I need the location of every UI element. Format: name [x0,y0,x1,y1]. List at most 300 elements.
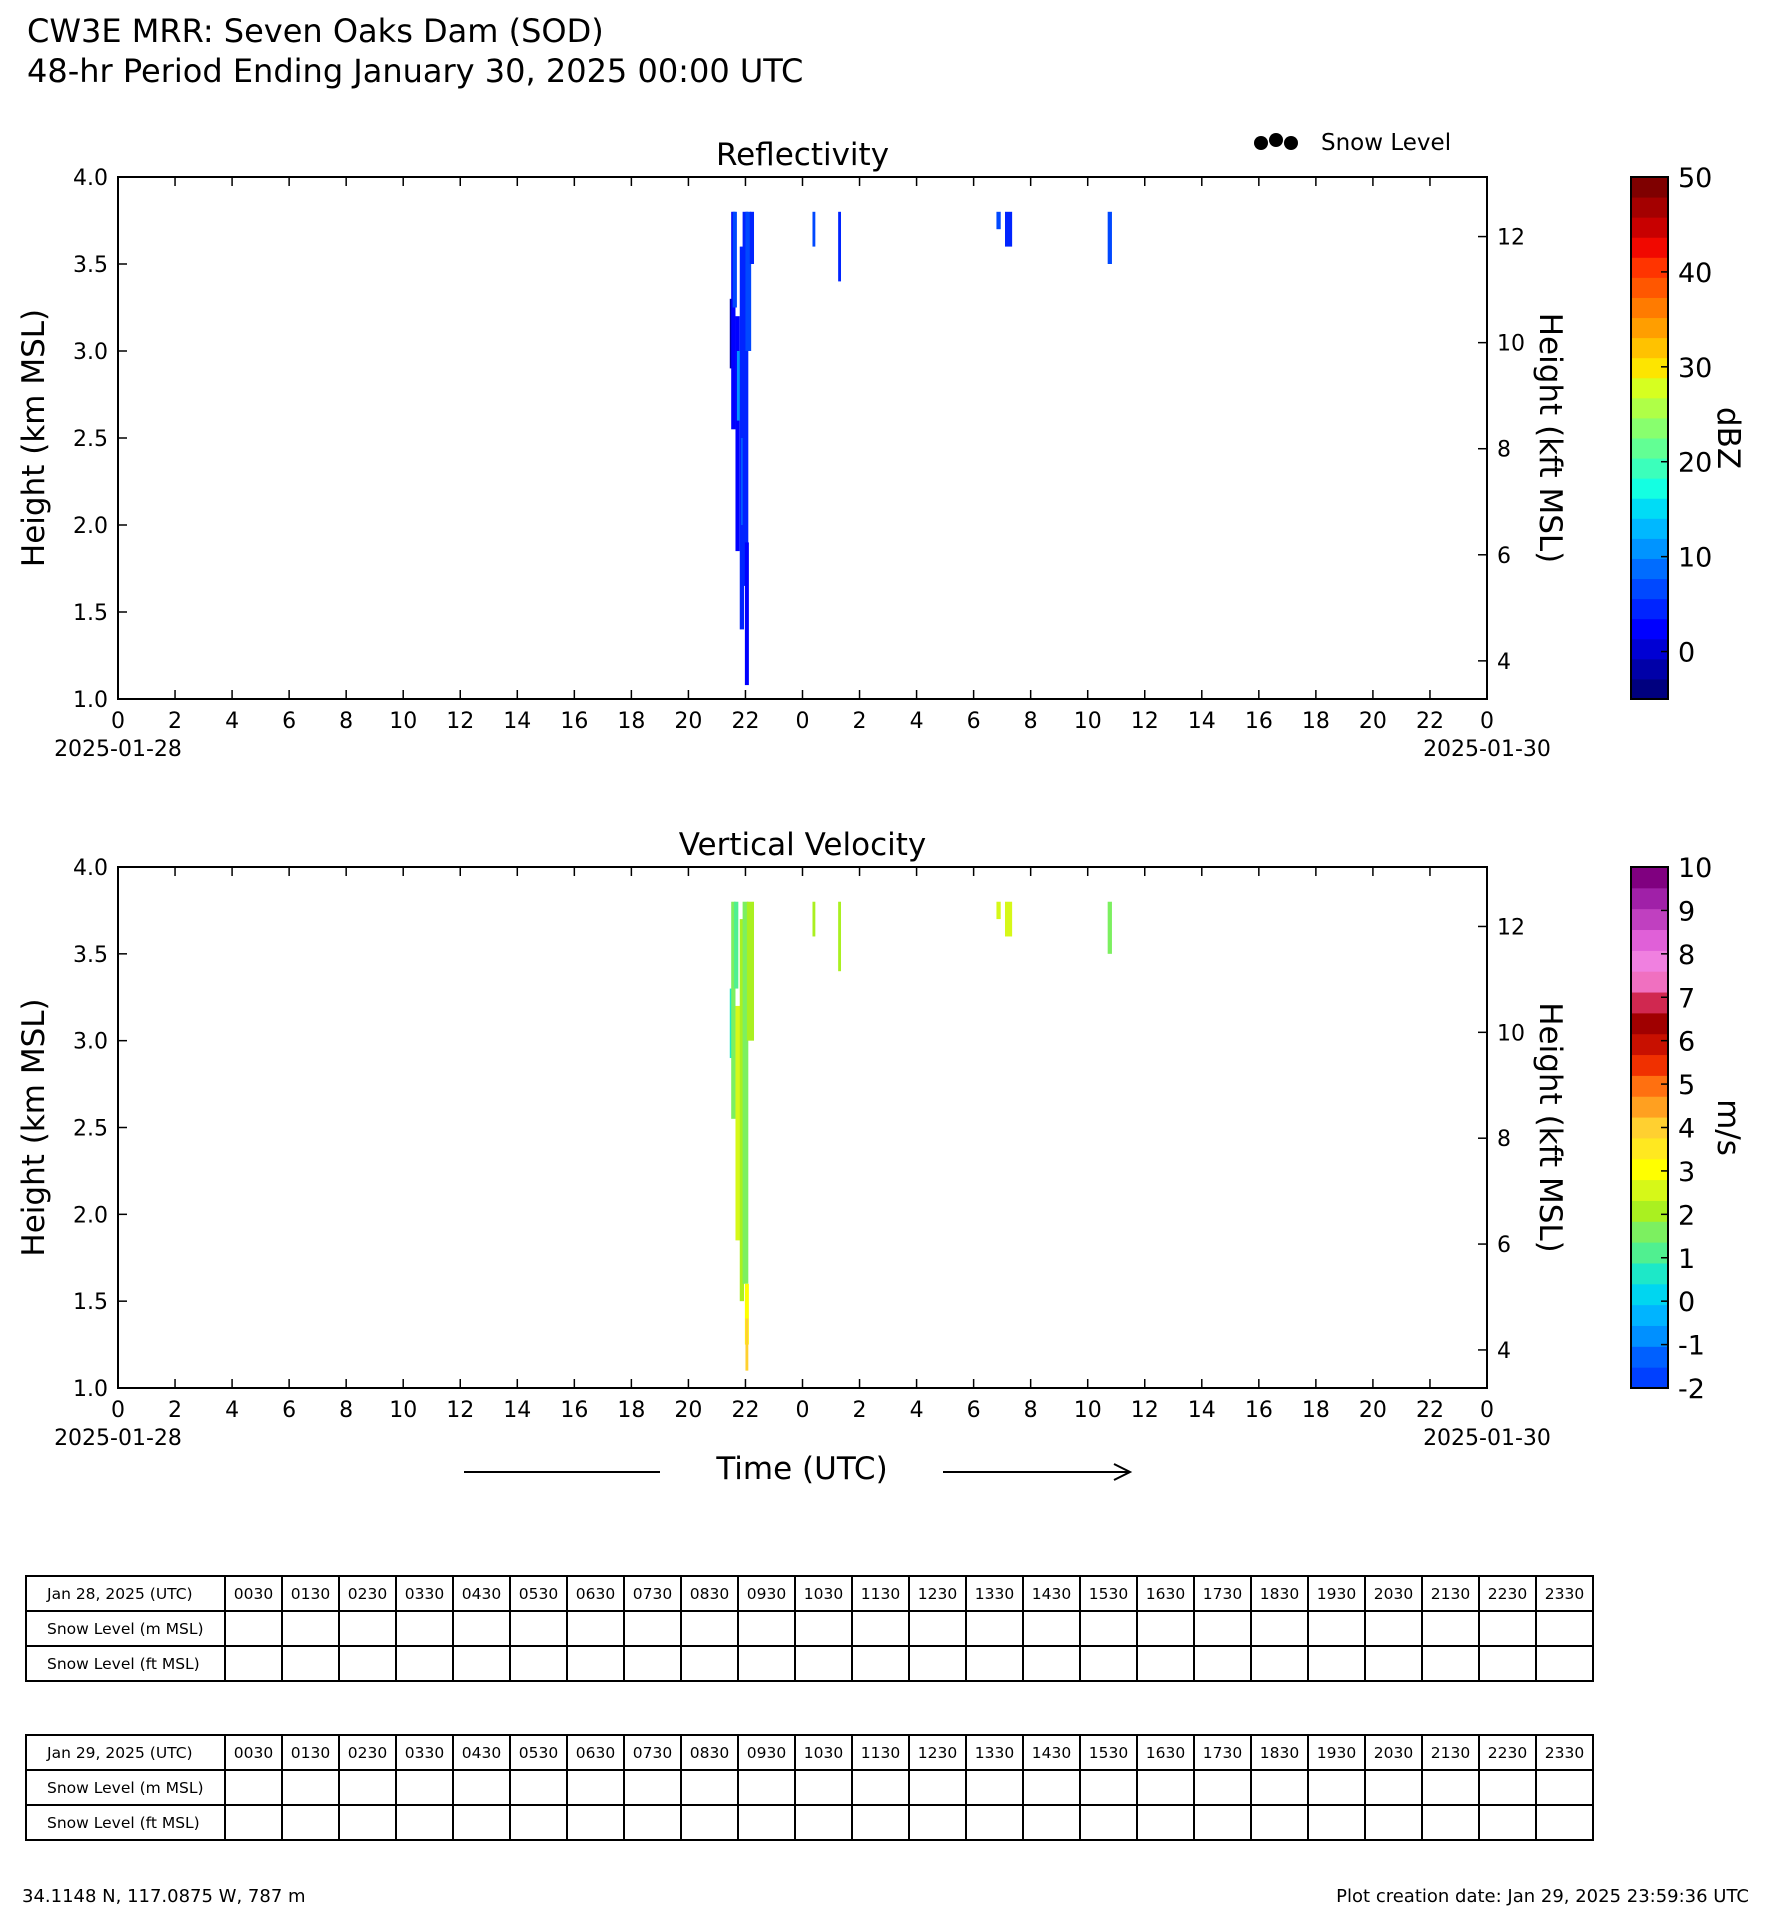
table-time-0330: 0330 [396,1735,453,1770]
table-value-cell [1251,1646,1308,1681]
table-value-cell [453,1805,510,1840]
y-axis-label-0: Height (km MSL) [16,308,52,568]
table-value-cell [510,1646,567,1681]
table-time-1830: 1830 [1251,1735,1308,1770]
table-value-cell [225,1611,282,1646]
table-time-1530: 1530 [1080,1735,1137,1770]
x-tick-label-0-16: 8 [1023,709,1038,734]
colorbar-segment-1-7 [1631,1221,1668,1242]
colorbar-tick-label-0-5: 50 [1678,163,1713,194]
table-date-label: Jan 28, 2025 (UTC) [26,1576,225,1611]
colorbar-segment-0-24 [1631,197,1668,218]
table-value-cell [1422,1805,1479,1840]
table-value-cell [966,1805,1023,1840]
table-value-cell [909,1611,966,1646]
table-row [26,1646,1593,1681]
x-start-date-1: 2025-01-28 [54,1426,182,1451]
x-tick-label-1-20: 16 [1244,1398,1273,1423]
data-cell-0-12 [838,212,841,282]
table-row-label: Snow Level (m MSL) [26,1770,225,1805]
table-value-cell [567,1805,624,1840]
colorbar-segment-1-17 [1631,1013,1668,1034]
table-row [26,1770,1593,1805]
table-value-cell [795,1611,852,1646]
y-axis-label-1: Height (km MSL) [16,998,52,1257]
table-value-cell [282,1646,339,1681]
table-time-0730: 0730 [624,1735,681,1770]
colorbar-segment-0-2 [1631,639,1668,660]
table-value-cell [966,1611,1023,1646]
x-tick-label-1-11: 22 [731,1398,760,1423]
table-value-cell [396,1646,453,1681]
table-time-1630: 1630 [1137,1576,1194,1611]
table-time-1430: 1430 [1023,1576,1080,1611]
data-cell-1-11 [996,902,1000,919]
table-time-2130: 2130 [1422,1576,1479,1611]
table-value-cell [567,1770,624,1805]
x-tick-label-0-23: 22 [1415,709,1444,734]
table-time-0230: 0230 [339,1576,396,1611]
table-time-0530: 0530 [510,1735,567,1770]
x-tick-label-1-0: 0 [111,1398,125,1423]
legend-snow-level-dot-2 [1284,136,1298,150]
table-value-cell [681,1611,738,1646]
table-time-1130: 1130 [852,1576,909,1611]
table-time-2330: 2330 [1536,1576,1593,1611]
table-value-cell [1422,1770,1479,1805]
x-tick-label-1-10: 20 [674,1398,703,1423]
table-value-cell [1308,1611,1365,1646]
x-tick-label-1-1: 2 [168,1398,183,1423]
y-tick-label-0-1: 1.5 [73,601,108,626]
data-cell-1-12 [1005,902,1012,937]
table-value-cell [909,1646,966,1681]
footer-creation-date: Plot creation date: Jan 29, 2025 23:59:36 UTC [1336,1886,1749,1907]
table-value-cell [1536,1611,1593,1646]
table-value-cell [681,1646,738,1681]
table-time-0230: 0230 [339,1735,396,1770]
x-tick-label-0-24: 0 [1480,709,1494,734]
colorbar-tick-label-0-2: 20 [1678,447,1713,479]
x-tick-label-0-0: 0 [111,709,125,734]
colorbar-segment-1-19 [1631,971,1668,992]
table-value-cell [339,1805,396,1840]
table-value-cell [1365,1770,1422,1805]
x-tick-label-1-5: 10 [389,1398,418,1423]
table-time-2230: 2230 [1479,1735,1536,1770]
table-value-cell [1308,1646,1365,1681]
colorbar-segment-0-14 [1631,398,1668,419]
x-tick-label-1-21: 18 [1301,1398,1330,1423]
colorbar-segment-0-22 [1631,237,1668,258]
colorbar-segment-0-6 [1631,558,1668,579]
legend-snow-level-dot-1 [1269,133,1283,147]
table-value-cell [396,1805,453,1840]
x-end-date-0: 2025-01-30 [1423,737,1551,762]
colorbar-tick-label-1-11: 9 [1678,896,1696,928]
x-tick-label-0-15: 6 [966,709,981,734]
table-time-1930: 1930 [1308,1576,1365,1611]
table-value-cell [1023,1646,1080,1681]
table-value-cell [966,1770,1023,1805]
colorbar-segment-0-0 [1631,679,1668,700]
colorbar-tick-label-1-12: 10 [1678,853,1713,884]
x-tick-label-0-14: 4 [909,709,924,734]
table-value-cell [1137,1805,1194,1840]
colorbar-segment-0-19 [1631,297,1668,318]
table-value-cell [510,1805,567,1840]
data-cell-0-8 [745,542,749,685]
y-right-tick-label-1-3: 10 [1497,1021,1525,1047]
legend-snow-level-label: Snow Level [1321,130,1452,156]
y-tick-label-0-5: 3.5 [73,253,108,278]
table-time-1730: 1730 [1194,1576,1251,1611]
table-time-1330: 1330 [966,1735,1023,1770]
table-value-cell [282,1805,339,1840]
colorbar-segment-0-18 [1631,318,1668,339]
y-tick-label-1-1: 1.5 [73,1290,108,1316]
colorbar-tick-label-1-10: 8 [1678,939,1696,971]
x-tick-label-1-23: 22 [1415,1398,1444,1423]
table-value-cell [852,1770,909,1805]
table-value-cell [909,1805,966,1840]
colorbar-tick-label-1-3: 1 [1678,1243,1696,1275]
x-tick-label-1-18: 12 [1130,1398,1159,1423]
table-time-0730: 0730 [624,1576,681,1611]
x-tick-label-1-8: 16 [560,1398,589,1423]
x-tick-label-1-22: 20 [1358,1398,1387,1423]
x-tick-label-0-1: 2 [168,709,183,734]
x-tick-label-0-8: 16 [560,709,589,734]
y-tick-label-0-6: 4.0 [73,166,108,191]
table-value-cell [624,1805,681,1840]
table-time-1830: 1830 [1251,1576,1308,1611]
x-tick-label-1-3: 6 [282,1398,297,1423]
y-right-axis-label-1: Height (kft MSL) [1532,1002,1568,1253]
y-tick-label-0-0: 1.0 [73,688,108,713]
colorbar-segment-0-17 [1631,338,1668,359]
table-value-cell [510,1611,567,1646]
x-end-date-1: 2025-01-30 [1423,1426,1551,1451]
snow-level-table-jan29 [25,1734,1594,1841]
colorbar-tick-label-0-4: 40 [1678,257,1713,289]
table-value-cell [225,1805,282,1840]
x-tick-label-1-14: 4 [909,1398,924,1423]
table-row-label: Snow Level (ft MSL) [26,1646,225,1681]
colorbar-segment-1-15 [1631,1055,1668,1076]
colorbar-segment-0-12 [1631,438,1668,459]
table-time-1130: 1130 [852,1735,909,1770]
table-value-cell [1194,1646,1251,1681]
data-cell-1-10 [838,902,841,971]
table-time-2230: 2230 [1479,1576,1536,1611]
colorbar-segment-1-21 [1631,930,1668,951]
x-tick-label-0-20: 16 [1244,709,1273,734]
colorbar-segment-0-1 [1631,659,1668,680]
colorbar-segment-1-10 [1631,1159,1668,1180]
table-value-cell [453,1611,510,1646]
table-value-cell [795,1770,852,1805]
colorbar-segment-0-4 [1631,599,1668,620]
table-value-cell [396,1611,453,1646]
colorbar-segment-1-8 [1631,1200,1668,1221]
colorbar-tick-label-1-1: -1 [1678,1330,1705,1362]
table-value-cell [1194,1770,1251,1805]
colorbar-segment-0-15 [1631,378,1668,399]
table-value-cell [1536,1770,1593,1805]
colorbar-segment-1-18 [1631,992,1668,1013]
table-value-cell [1023,1770,1080,1805]
table-time-2130: 2130 [1422,1735,1479,1770]
y-tick-label-0-2: 2.0 [73,514,108,539]
colorbar-tick-label-1-9: 7 [1678,983,1696,1015]
table-value-cell [396,1770,453,1805]
table-value-cell [1479,1646,1536,1681]
data-cell-1-13 [1108,902,1112,954]
panel-title-1: Vertical Velocity [678,827,927,863]
table-value-cell [852,1646,909,1681]
colorbar-segment-0-20 [1631,277,1668,298]
x-tick-label-0-19: 14 [1187,709,1216,734]
colorbar-tick-label-0-1: 10 [1678,542,1713,574]
table-time-2030: 2030 [1365,1735,1422,1770]
y-right-tick-label-0-2: 8 [1497,437,1511,463]
colorbar-segment-1-23 [1631,888,1668,909]
table-row-label: Snow Level (ft MSL) [26,1805,225,1840]
table-value-cell [1251,1805,1308,1840]
data-cell-1-7 [745,1319,748,1371]
table-value-cell [852,1805,909,1840]
table-value-cell [339,1770,396,1805]
y-tick-label-0-3: 2.5 [73,427,108,452]
table-value-cell [1479,1611,1536,1646]
table-value-cell [1137,1646,1194,1681]
colorbar-segment-0-9 [1631,498,1668,519]
colorbar-segment-1-6 [1631,1242,1668,1263]
table-value-cell [1137,1770,1194,1805]
figure-title: CW3E MRR: Seven Oaks Dam (SOD) [27,12,604,50]
x-tick-label-1-16: 8 [1023,1398,1038,1423]
colorbar-segment-0-16 [1631,358,1668,379]
colorbar-label-1: m/s [1710,1099,1746,1156]
table-value-cell [795,1646,852,1681]
table-time-0630: 0630 [567,1576,624,1611]
x-tick-label-0-22: 20 [1358,709,1387,734]
colorbar-segment-1-11 [1631,1138,1668,1159]
colorbar-segment-1-4 [1631,1284,1668,1305]
x-tick-label-1-2: 4 [225,1398,240,1423]
colorbar-tick-label-1-8: 6 [1678,1026,1696,1058]
data-cell-0-13 [996,212,1000,229]
y-tick-label-1-6: 4.0 [73,856,108,881]
snow-level-table-jan28 [25,1575,1594,1682]
colorbar-tick-label-0-0: 0 [1678,637,1696,669]
y-right-tick-label-0-4: 12 [1497,225,1525,251]
table-header-row [26,1735,1593,1770]
colorbar-segment-0-3 [1631,619,1668,640]
x-tick-label-1-6: 12 [446,1398,475,1423]
x-tick-label-1-24: 0 [1480,1398,1494,1423]
x-tick-label-1-19: 14 [1187,1398,1216,1423]
table-value-cell [1536,1805,1593,1840]
data-cell-1-2 [734,902,738,989]
table-date-label: Jan 29, 2025 (UTC) [26,1735,225,1770]
x-tick-label-0-2: 4 [225,709,240,734]
x-tick-label-0-5: 10 [389,709,418,734]
table-time-0430: 0430 [453,1735,510,1770]
table-row [26,1805,1593,1840]
table-value-cell [339,1611,396,1646]
table-time-2030: 2030 [1365,1576,1422,1611]
table-value-cell [1308,1770,1365,1805]
table-value-cell [1251,1611,1308,1646]
x-tick-label-0-3: 6 [282,709,297,734]
x-tick-label-1-7: 14 [503,1398,532,1423]
x-tick-label-0-4: 8 [339,709,354,734]
table-value-cell [1080,1805,1137,1840]
table-value-cell [738,1646,795,1681]
time-axis-label: Time (UTC) [716,1451,888,1487]
colorbar-segment-1-0 [1631,1367,1668,1388]
table-value-cell [1080,1646,1137,1681]
y-right-tick-label-1-4: 12 [1497,915,1525,941]
x-tick-label-0-6: 12 [446,709,475,734]
y-right-axis-label-0: Height (kft MSL) [1532,312,1568,564]
colorbar-segment-1-13 [1631,1096,1668,1117]
table-value-cell [1251,1770,1308,1805]
colorbar-segment-1-5 [1631,1263,1668,1284]
y-tick-label-1-4: 3.0 [73,1029,108,1055]
colorbar-segment-1-1 [1631,1346,1668,1367]
table-time-0830: 0830 [681,1735,738,1770]
x-tick-label-1-13: 2 [852,1398,867,1423]
data-cell-0-10 [750,212,754,264]
colorbar-segment-1-22 [1631,909,1668,930]
table-time-1430: 1430 [1023,1735,1080,1770]
x-tick-label-0-9: 18 [617,709,646,734]
x-tick-label-1-9: 18 [617,1398,646,1423]
table-value-cell [909,1770,966,1805]
table-time-0130: 0130 [282,1735,339,1770]
x-tick-label-1-17: 10 [1073,1398,1102,1423]
table-row [26,1611,1593,1646]
table-time-0430: 0430 [453,1576,510,1611]
table-time-0530: 0530 [510,1576,567,1611]
colorbar-tick-label-1-6: 4 [1678,1113,1696,1145]
y-tick-label-1-3: 2.5 [73,1116,108,1142]
x-tick-label-1-4: 8 [339,1398,354,1423]
x-tick-label-1-12: 0 [795,1398,810,1423]
table-time-1730: 1730 [1194,1735,1251,1770]
table-value-cell [681,1770,738,1805]
table-value-cell [738,1611,795,1646]
colorbar-tick-label-0-3: 30 [1678,352,1713,384]
table-value-cell [1479,1805,1536,1840]
colorbar-segment-1-2 [1631,1325,1668,1346]
colorbar-tick-label-1-2: 0 [1678,1287,1696,1319]
y-right-tick-label-1-2: 8 [1497,1127,1511,1153]
colorbar-segment-0-8 [1631,518,1668,539]
colorbar-segment-0-21 [1631,257,1668,278]
x-tick-label-0-10: 20 [674,709,703,734]
x-tick-label-0-17: 10 [1073,709,1102,734]
table-value-cell [738,1805,795,1840]
table-value-cell [453,1770,510,1805]
table-time-0930: 0930 [738,1576,795,1611]
table-header-row [26,1576,1593,1611]
table-time-1930: 1930 [1308,1735,1365,1770]
colorbar-segment-0-23 [1631,217,1668,238]
panel-title-0: Reflectivity [715,137,890,173]
table-time-1630: 1630 [1137,1735,1194,1770]
y-tick-label-0-4: 3.0 [73,340,108,365]
table-value-cell [567,1611,624,1646]
table-time-1230: 1230 [909,1735,966,1770]
plot-frame-0 [118,177,1487,699]
table-time-1530: 1530 [1080,1576,1137,1611]
table-value-cell [282,1611,339,1646]
colorbar-segment-0-25 [1631,177,1668,198]
table-value-cell [1023,1805,1080,1840]
table-value-cell [567,1646,624,1681]
colorbar-segment-0-7 [1631,538,1668,559]
colorbar-label-0: dBZ [1710,406,1746,470]
table-value-cell [1422,1611,1479,1646]
colorbar-tick-label-1-5: 3 [1678,1156,1696,1188]
figure-subtitle: 48-hr Period Ending January 30, 2025 00:00 UTC [27,52,804,90]
table-time-2330: 2330 [1536,1735,1593,1770]
x-tick-label-0-18: 12 [1130,709,1159,734]
legend-snow-level-dot-0 [1254,136,1268,150]
plot-frame-1 [118,867,1487,1388]
data-cell-0-2 [733,212,737,308]
colorbar-tick-label-1-0: -2 [1678,1374,1705,1405]
table-value-cell [624,1770,681,1805]
table-value-cell [1080,1611,1137,1646]
table-value-cell [852,1611,909,1646]
colorbar-segment-1-14 [1631,1075,1668,1096]
table-value-cell [624,1611,681,1646]
table-value-cell [225,1646,282,1681]
colorbar-segment-1-9 [1631,1180,1668,1201]
table-time-1030: 1030 [795,1735,852,1770]
colorbar-segment-1-3 [1631,1305,1668,1326]
table-time-0630: 0630 [567,1735,624,1770]
colorbar-segment-0-13 [1631,418,1668,439]
data-cell-0-14 [1005,212,1012,247]
table-value-cell [282,1770,339,1805]
table-value-cell [1365,1646,1422,1681]
table-value-cell [1194,1611,1251,1646]
y-right-tick-label-1-1: 6 [1497,1233,1511,1259]
table-value-cell [966,1646,1023,1681]
table-time-0330: 0330 [396,1576,453,1611]
table-value-cell [1194,1805,1251,1840]
colorbar-tick-label-1-4: 2 [1678,1200,1696,1232]
colorbar-segment-0-5 [1631,579,1668,600]
x-tick-label-0-13: 2 [852,709,867,734]
data-cell-1-8 [747,902,754,1041]
table-time-0930: 0930 [738,1735,795,1770]
colorbar-segment-1-16 [1631,1034,1668,1055]
x-tick-label-0-11: 22 [731,709,760,734]
data-cell-1-9 [812,902,815,937]
y-right-tick-label-0-0: 4 [1497,649,1511,675]
colorbar-tick-label-1-7: 5 [1678,1070,1696,1102]
table-value-cell [1479,1770,1536,1805]
data-cell-0-15 [1108,212,1112,264]
table-value-cell [1422,1646,1479,1681]
